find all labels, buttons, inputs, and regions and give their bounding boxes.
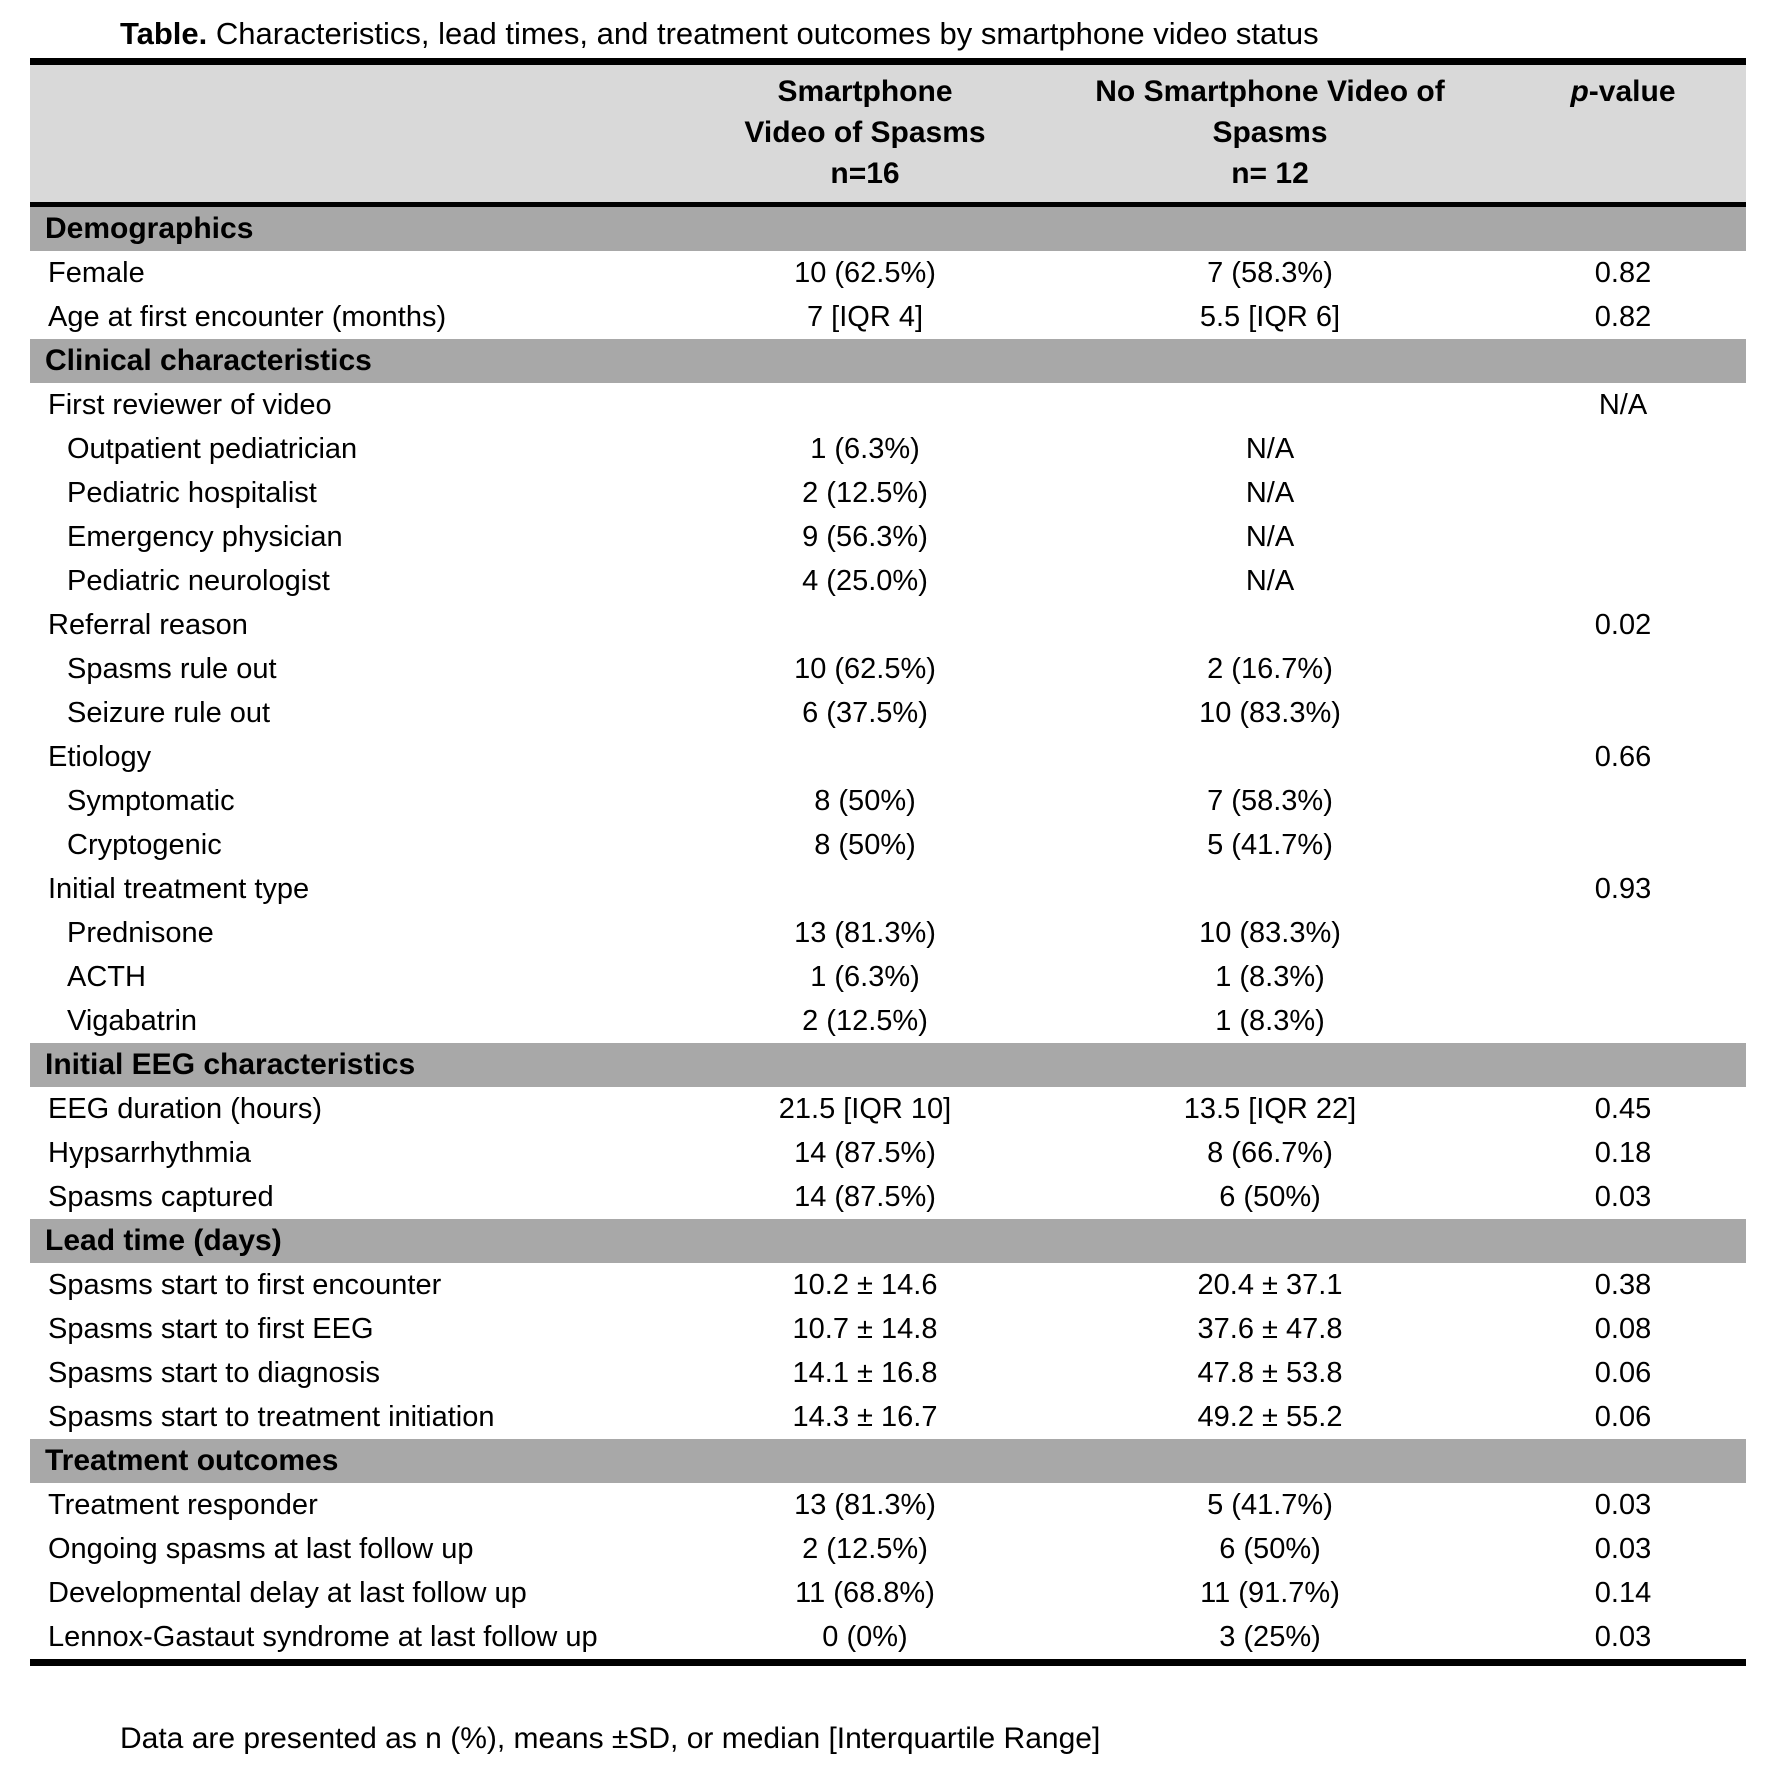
table-footnote: Data are presented as n (%), means ±SD, or median [Interquartile Range] [120, 1722, 1101, 1755]
section-header-row [30, 1439, 1746, 1483]
table-row [30, 559, 1746, 603]
table-row [30, 603, 1746, 647]
row-label: Referral reason [48, 608, 248, 641]
row-label: Etiology [48, 740, 152, 773]
table-row [30, 1175, 1746, 1219]
table-row [30, 427, 1746, 471]
cell-smartphone-video: 7 [IQR 4] [806, 300, 924, 333]
row-label: Spasms start to treatment initiation [48, 1400, 495, 1433]
table-row [30, 251, 1746, 295]
header-col1-line1: Smartphone [777, 75, 953, 108]
results-table [30, 58, 1746, 1666]
header-col1-line2: Video of Spasms [744, 116, 986, 149]
cell-smartphone-video: 14 (87.5%) [794, 1136, 936, 1169]
cell-no-smartphone-video: 5.5 [IQR 6] [1199, 300, 1341, 333]
cell-pvalue: 0.18 [1594, 1136, 1652, 1169]
cell-smartphone-video: 13 (81.3%) [794, 1488, 936, 1521]
row-label: ACTH [67, 960, 146, 993]
table-header [30, 58, 1746, 207]
section-header-row [30, 1219, 1746, 1263]
cell-pvalue: 0.08 [1594, 1312, 1652, 1345]
cell-no-smartphone-video: N/A [1245, 476, 1295, 509]
header-pvalue-p: p [1570, 75, 1589, 108]
row-label: Hypsarrhythmia [48, 1136, 252, 1169]
cell-smartphone-video: 14.3 ± 16.7 [792, 1400, 938, 1433]
cell-smartphone-video: 10.7 ± 14.8 [792, 1312, 938, 1345]
table-row [30, 295, 1746, 339]
table-title-label: Table. [120, 16, 208, 51]
header-pvalue-rest: -value [1588, 75, 1676, 108]
table-row [30, 471, 1746, 515]
row-label: Lennox-Gastaut syndrome at last follow up [48, 1620, 598, 1653]
cell-smartphone-video: 11 (68.8%) [795, 1576, 935, 1609]
cell-pvalue: 0.66 [1594, 740, 1652, 773]
cell-smartphone-video: 14 (87.5%) [794, 1180, 936, 1213]
table-row [30, 647, 1746, 691]
cell-smartphone-video: 6 (37.5%) [802, 696, 928, 729]
table-row [30, 1615, 1746, 1659]
section-header-label: Clinical characteristics [45, 344, 372, 377]
cell-pvalue: 0.93 [1594, 872, 1652, 905]
table-row [30, 867, 1746, 911]
row-label: Spasms start to first encounter [48, 1268, 442, 1301]
cell-smartphone-video: 10 (62.5%) [794, 256, 936, 289]
cell-pvalue: 0.82 [1594, 300, 1652, 333]
cell-pvalue: 0.06 [1594, 1400, 1652, 1433]
table-row [30, 1087, 1746, 1131]
row-label: First reviewer of video [48, 388, 332, 421]
cell-pvalue: 0.02 [1594, 608, 1652, 641]
header-col-no-smartphone-video [1070, 71, 1470, 194]
cell-no-smartphone-video: 49.2 ± 55.2 [1197, 1400, 1343, 1433]
table-row [30, 515, 1746, 559]
header-row-label-column [30, 71, 660, 194]
table-row [30, 691, 1746, 735]
section-header-row [30, 207, 1746, 251]
row-label: Vigabatrin [67, 1004, 198, 1037]
section-header-label: Treatment outcomes [45, 1444, 339, 1477]
cell-smartphone-video: 4 (25.0%) [802, 564, 928, 597]
row-label: Treatment responder [48, 1488, 318, 1521]
table-row [30, 1483, 1746, 1527]
cell-no-smartphone-video: 3 (25%) [1219, 1620, 1321, 1653]
cell-smartphone-video: 10.2 ± 14.6 [792, 1268, 938, 1301]
table-row [30, 735, 1746, 779]
header-col2-line2: Spasms [1212, 116, 1328, 149]
cell-no-smartphone-video: N/A [1245, 520, 1295, 553]
row-label: Spasms start to first EEG [48, 1312, 374, 1345]
cell-pvalue: 0.38 [1594, 1268, 1652, 1301]
cell-no-smartphone-video: 1 (8.3%) [1215, 1004, 1325, 1037]
table-row [30, 1131, 1746, 1175]
cell-pvalue: 0.03 [1594, 1488, 1652, 1521]
row-label: Cryptogenic [67, 828, 222, 861]
table-row [30, 383, 1746, 427]
cell-pvalue: 0.03 [1594, 1532, 1652, 1565]
cell-no-smartphone-video: 5 (41.7%) [1207, 1488, 1333, 1521]
cell-no-smartphone-video: 13.5 [IQR 22] [1183, 1092, 1357, 1125]
cell-smartphone-video: 21.5 [IQR 10] [778, 1092, 952, 1125]
cell-no-smartphone-video: 10 (83.3%) [1199, 916, 1341, 949]
row-label: Spasms rule out [67, 652, 277, 685]
cell-smartphone-video: 14.1 ± 16.8 [792, 1356, 938, 1389]
table-title [120, 14, 1780, 54]
table-row [30, 1395, 1746, 1439]
cell-no-smartphone-video: 8 (66.7%) [1207, 1136, 1333, 1169]
cell-no-smartphone-video: 2 (16.7%) [1207, 652, 1333, 685]
section-header-label: Lead time (days) [45, 1224, 282, 1257]
header-col1-n: n=16 [830, 157, 900, 190]
row-label: Spasms captured [48, 1180, 274, 1213]
row-label: Outpatient pediatrician [67, 432, 358, 465]
cell-smartphone-video: 2 (12.5%) [802, 1532, 928, 1565]
cell-pvalue: 0.45 [1594, 1092, 1652, 1125]
cell-no-smartphone-video: 7 (58.3%) [1207, 784, 1333, 817]
cell-smartphone-video: 10 (62.5%) [794, 652, 936, 685]
table-row [30, 999, 1746, 1043]
header-col2-n: n= 12 [1231, 157, 1309, 190]
table-row [30, 823, 1746, 867]
cell-no-smartphone-video: 47.8 ± 53.8 [1197, 1356, 1343, 1389]
section-header-label: Initial EEG characteristics [45, 1048, 416, 1081]
cell-pvalue: 0.82 [1594, 256, 1652, 289]
cell-no-smartphone-video: 6 (50%) [1219, 1532, 1321, 1565]
table-row [30, 1263, 1746, 1307]
row-label: Pediatric neurologist [67, 564, 330, 597]
cell-smartphone-video: 1 (6.3%) [810, 960, 920, 993]
cell-pvalue: 0.03 [1594, 1620, 1652, 1653]
row-label: Prednisone [67, 916, 214, 949]
cell-no-smartphone-video: N/A [1245, 432, 1295, 465]
table-row [30, 1571, 1746, 1615]
row-label: Emergency physician [67, 520, 343, 553]
row-label: Symptomatic [67, 784, 235, 817]
row-label: Age at first encounter (months) [48, 300, 447, 333]
cell-pvalue: 0.03 [1594, 1180, 1652, 1213]
cell-smartphone-video: 13 (81.3%) [794, 916, 936, 949]
table-title-text: Characteristics, lead times, and treatment outcomes by smartphone video status [207, 16, 1319, 51]
cell-no-smartphone-video: 20.4 ± 37.1 [1197, 1268, 1343, 1301]
cell-no-smartphone-video: 1 (8.3%) [1215, 960, 1325, 993]
row-label: Initial treatment type [48, 872, 310, 905]
table-row [30, 1307, 1746, 1351]
header-col-pvalue [1470, 71, 1746, 194]
table-body [30, 207, 1746, 1666]
cell-smartphone-video: 9 (56.3%) [802, 520, 928, 553]
row-label: Pediatric hospitalist [67, 476, 317, 509]
cell-no-smartphone-video: 7 (58.3%) [1207, 256, 1333, 289]
cell-pvalue: 0.14 [1594, 1576, 1652, 1609]
cell-smartphone-video: 2 (12.5%) [802, 1004, 928, 1037]
row-label: EEG duration (hours) [48, 1092, 323, 1125]
section-header-label: Demographics [45, 212, 254, 245]
cell-no-smartphone-video: 37.6 ± 47.8 [1197, 1312, 1343, 1345]
table-row [30, 955, 1746, 999]
header-col2-line1: No Smartphone Video of [1095, 75, 1445, 108]
cell-smartphone-video: 1 (6.3%) [810, 432, 920, 465]
table-row [30, 1351, 1746, 1395]
cell-no-smartphone-video: 6 (50%) [1219, 1180, 1321, 1213]
cell-smartphone-video: 8 (50%) [814, 784, 916, 817]
cell-no-smartphone-video: N/A [1245, 564, 1295, 597]
cell-pvalue: N/A [1598, 388, 1648, 421]
row-label: Ongoing spasms at last follow up [48, 1532, 474, 1565]
table-row [30, 1527, 1746, 1571]
cell-smartphone-video: 0 (0%) [822, 1620, 908, 1653]
table-row [30, 911, 1746, 955]
cell-no-smartphone-video: 5 (41.7%) [1207, 828, 1333, 861]
row-label: Developmental delay at last follow up [48, 1576, 527, 1609]
cell-pvalue: 0.06 [1594, 1356, 1652, 1389]
row-label: Spasms start to diagnosis [48, 1356, 381, 1389]
section-header-row [30, 1043, 1746, 1087]
cell-smartphone-video: 2 (12.5%) [802, 476, 928, 509]
cell-smartphone-video: 8 (50%) [814, 828, 916, 861]
row-label: Female [48, 256, 145, 289]
header-col-smartphone-video [660, 71, 1070, 194]
section-header-row [30, 339, 1746, 383]
table-row [30, 779, 1746, 823]
row-label: Seizure rule out [67, 696, 271, 729]
cell-no-smartphone-video: 10 (83.3%) [1199, 696, 1341, 729]
cell-no-smartphone-video: 11 (91.7%) [1200, 1576, 1340, 1609]
